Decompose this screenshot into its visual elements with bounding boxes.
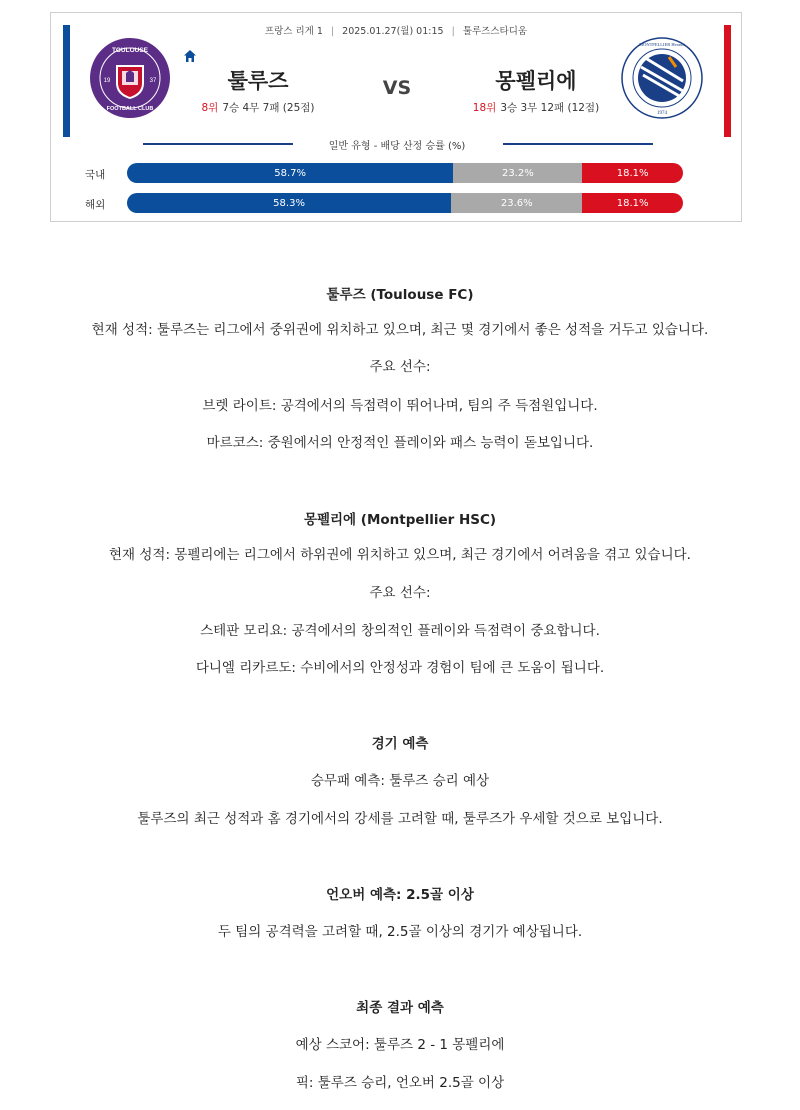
vs-label: VS — [382, 77, 412, 99]
montpellier-crest-icon — [621, 37, 703, 119]
toulouse-player-1: 브렛 라이트: 공격에서의 득점력이 뛰어나며, 팀의 주 득점원입니다. — [202, 398, 598, 414]
match-datetime: 2025.01.27(월) 01:15 — [342, 26, 444, 37]
odds-label-overseas: 해외 — [85, 199, 106, 211]
svg-text:TOULOUSE: TOULOUSE — [112, 47, 148, 54]
away-team-name: 몽펠리에 — [495, 69, 577, 93]
away-record-text: 3승 3무 12패 (12점) — [500, 102, 600, 114]
prediction-reason: 툴루즈의 최근 성적과 홈 경기에서의 강세를 고려할 때, 툴루즈가 우세할 것으로 보입니다. — [137, 811, 663, 827]
odds-title: 일반 유형 - 배당 산정 승률 (%) — [328, 141, 466, 152]
svg-text:FOOTBALL CLUB: FOOTBALL CLUB — [106, 106, 154, 112]
odds-home-win: 58.7% — [127, 163, 453, 183]
montpellier-status: 현재 성적: 몽펠리에는 리그에서 하위권에 위치하고 있으며, 최근 경기에서 어려움을 겪고 있습니다. — [109, 547, 691, 563]
montpellier-player-1: 스테판 모리요: 공격에서의 창의적인 플레이와 득점력이 중요합니다. — [200, 623, 600, 639]
toulouse-players-heading: 주요 선수: — [369, 359, 431, 375]
overunder-reason: 두 팀의 공격력을 고려할 때, 2.5골 이상의 경기가 예상됩니다. — [217, 924, 583, 940]
prediction-heading: 경기 예측 — [371, 736, 429, 752]
odds-away-win: 18.1% — [582, 163, 683, 183]
league-name: 프랑스 리게 1 — [264, 26, 323, 37]
montpellier-players-heading: 주요 선수: — [369, 585, 431, 601]
odds-label-domestic: 국내 — [85, 169, 106, 181]
svg-text:1974: 1974 — [657, 111, 667, 116]
match-card — [50, 12, 742, 222]
toulouse-status: 현재 성적: 툴루즈는 리그에서 중위권에 위치하고 있으며, 최근 몇 경기에서 좋은 성적을 거두고 있습니다. — [91, 322, 709, 338]
final-pick: 픽: 툴루즈 승리, 언오버 2.5골 이상 — [295, 1075, 505, 1091]
final-heading: 최종 결과 예측 — [356, 1000, 444, 1016]
away-record — [451, 100, 621, 115]
montpellier-heading: 몽펠리에 (Montpellier HSC) — [303, 512, 497, 528]
svg-text:19: 19 — [103, 78, 111, 84]
montpellier-player-2: 다니엘 리카르도: 수비에서의 안정성과 경험이 팀에 큰 도움이 됩니다. — [195, 660, 605, 676]
toulouse-crest-icon — [89, 37, 171, 119]
final-score: 예상 스코어: 툴루즈 2 - 1 몽펠리에 — [295, 1037, 505, 1053]
odds-bar-overseas — [127, 193, 683, 213]
home-team-name: 툴루즈 — [227, 69, 289, 93]
toulouse-player-2: 마르코스: 중원에서의 안정적인 플레이와 패스 능력이 돋보입니다. — [206, 435, 594, 451]
odds-draw: 23.6% — [451, 193, 582, 213]
odds-home-win: 58.3% — [127, 193, 451, 213]
overunder-heading: 언오버 예측: 2.5골 이상 — [326, 887, 474, 903]
odds-draw: 23.2% — [453, 163, 582, 183]
prediction-result: 승무패 예측: 툴루즈 승리 예상 — [310, 773, 490, 789]
odds-divider-right — [503, 143, 653, 145]
svg-text:MONTPELLIER Herault: MONTPELLIER Herault — [639, 42, 685, 47]
home-icon — [183, 49, 197, 63]
odds-bar-domestic — [127, 163, 683, 183]
odds-away-win: 18.1% — [582, 193, 683, 213]
match-meta: 프랑스 리게 1 | 2025.01.27(월) 01:15 | 툴루즈스타디움 — [264, 26, 528, 37]
toulouse-heading: 툴루즈 (Toulouse FC) — [326, 287, 474, 303]
away-color-bar — [724, 25, 731, 137]
svg-text:37: 37 — [149, 78, 157, 84]
away-rank: 18위 — [472, 102, 497, 114]
home-record-text: 7승 4무 7패 (25점) — [222, 102, 315, 114]
home-rank: 8위 — [201, 102, 219, 114]
home-record — [173, 100, 343, 115]
venue: 툴루즈스타디움 — [462, 26, 528, 37]
home-color-bar — [63, 25, 70, 137]
odds-divider-left — [143, 143, 293, 145]
